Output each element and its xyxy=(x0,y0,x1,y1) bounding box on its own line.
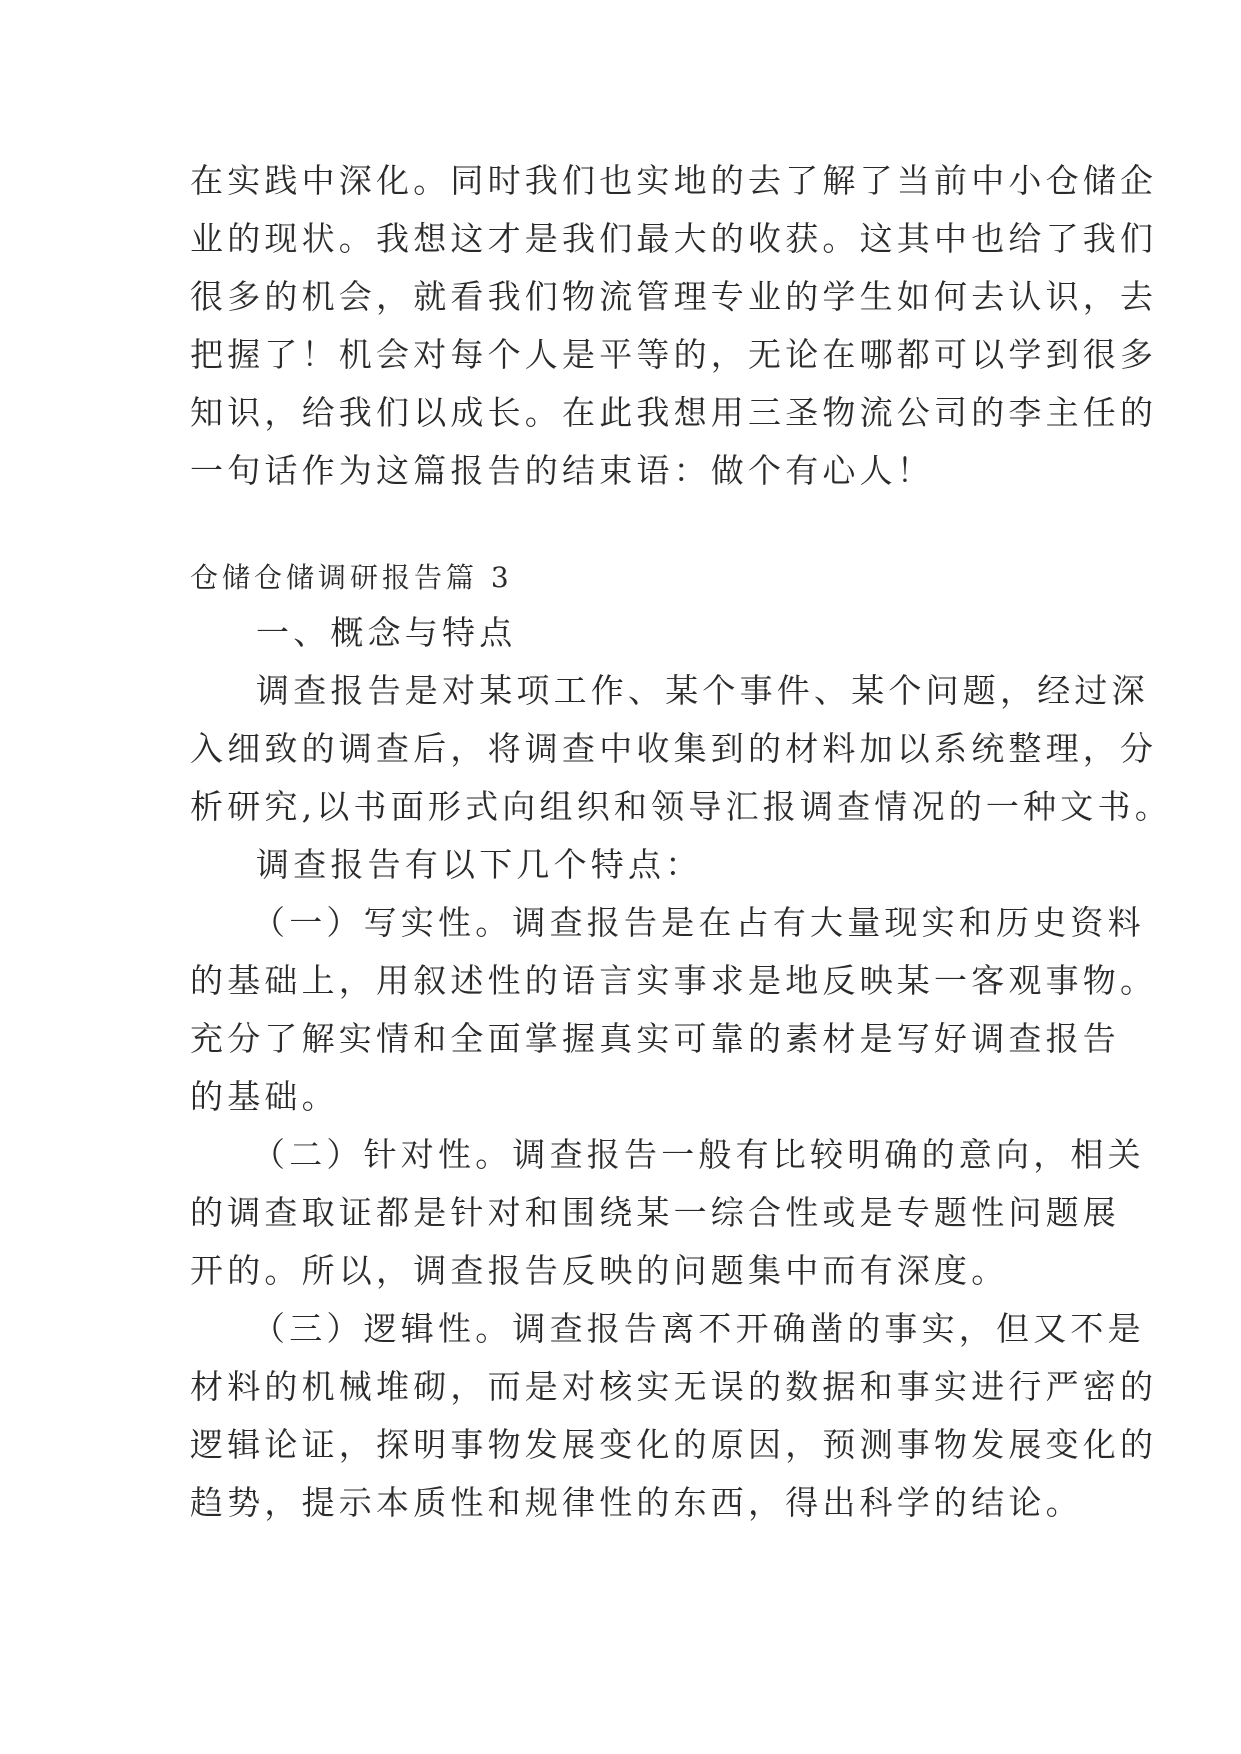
text-line: 的调查取证都是针对和围绕某一综合性或是专题性问题展 xyxy=(190,1193,1120,1232)
features-intro: 调查报告有以下几个特点： xyxy=(256,845,703,884)
text-line: 趋势，提示本质性和规律性的东西，得出科学的结论。 xyxy=(190,1483,1083,1522)
text-line: 逻辑论证，探明事物发展变化的原因，预测事物发展变化的 xyxy=(190,1425,1158,1464)
text-line: 开的。所以，调查报告反映的问题集中而有深度。 xyxy=(190,1251,1009,1290)
text-line: 析研究,以书面形式向组织和领导汇报调查情况的一种文书。 xyxy=(190,787,1172,826)
definition-paragraph xyxy=(190,662,1172,836)
spacer xyxy=(190,500,1060,552)
feature-logical xyxy=(190,1300,1158,1532)
feature-realistic xyxy=(190,894,1158,1126)
section-title: 仓储仓储调研报告篇 3 xyxy=(190,561,513,594)
text-line: 在实践中深化。同时我们也实地的去了解了当前中小仓储企 xyxy=(190,161,1158,200)
text-line: （二）针对性。调查报告一般有比较明确的意向，相关 xyxy=(252,1135,1145,1174)
text-line: （三）逻辑性。调查报告离不开确凿的事实，但又不是 xyxy=(252,1309,1145,1348)
text-line: 把握了！机会对每个人是平等的，无论在哪都可以学到很多 xyxy=(190,335,1158,374)
text-line: 一句话作为这篇报告的结束语：做个有心人！ xyxy=(190,451,934,490)
text-line: 的基础上，用叙述性的语言实事求是地反映某一客观事物。 xyxy=(190,961,1158,1000)
feature-targeted xyxy=(190,1126,1145,1300)
paragraph-continued xyxy=(190,152,1158,500)
text-line: 的基础。 xyxy=(190,1077,339,1116)
text-line: 调查报告是对某项工作、某个事件、某个问题，经过深 xyxy=(256,671,1149,710)
text-line: 入细致的调查后，将调查中收集到的材料加以系统整理，分 xyxy=(190,729,1158,768)
text-line: 充分了解实情和全面掌握真实可靠的素材是写好调查报告 xyxy=(190,1019,1120,1058)
text-line: 材料的机械堆砌，而是对核实无误的数据和事实进行严密的 xyxy=(190,1367,1158,1406)
text-line: 知识，给我们以成长。在此我想用三圣物流公司的李主任的 xyxy=(190,393,1158,432)
text-line: 很多的机会，就看我们物流管理专业的学生如何去认识，去 xyxy=(190,277,1158,316)
heading-concept-features: 一、概念与特点 xyxy=(256,613,517,652)
document-page xyxy=(190,152,1172,1532)
text-line: （一）写实性。调查报告是在占有大量现实和历史资料 xyxy=(252,903,1145,942)
text-line: 业的现状。我想这才是我们最大的收获。这其中也给了我们 xyxy=(190,219,1158,258)
